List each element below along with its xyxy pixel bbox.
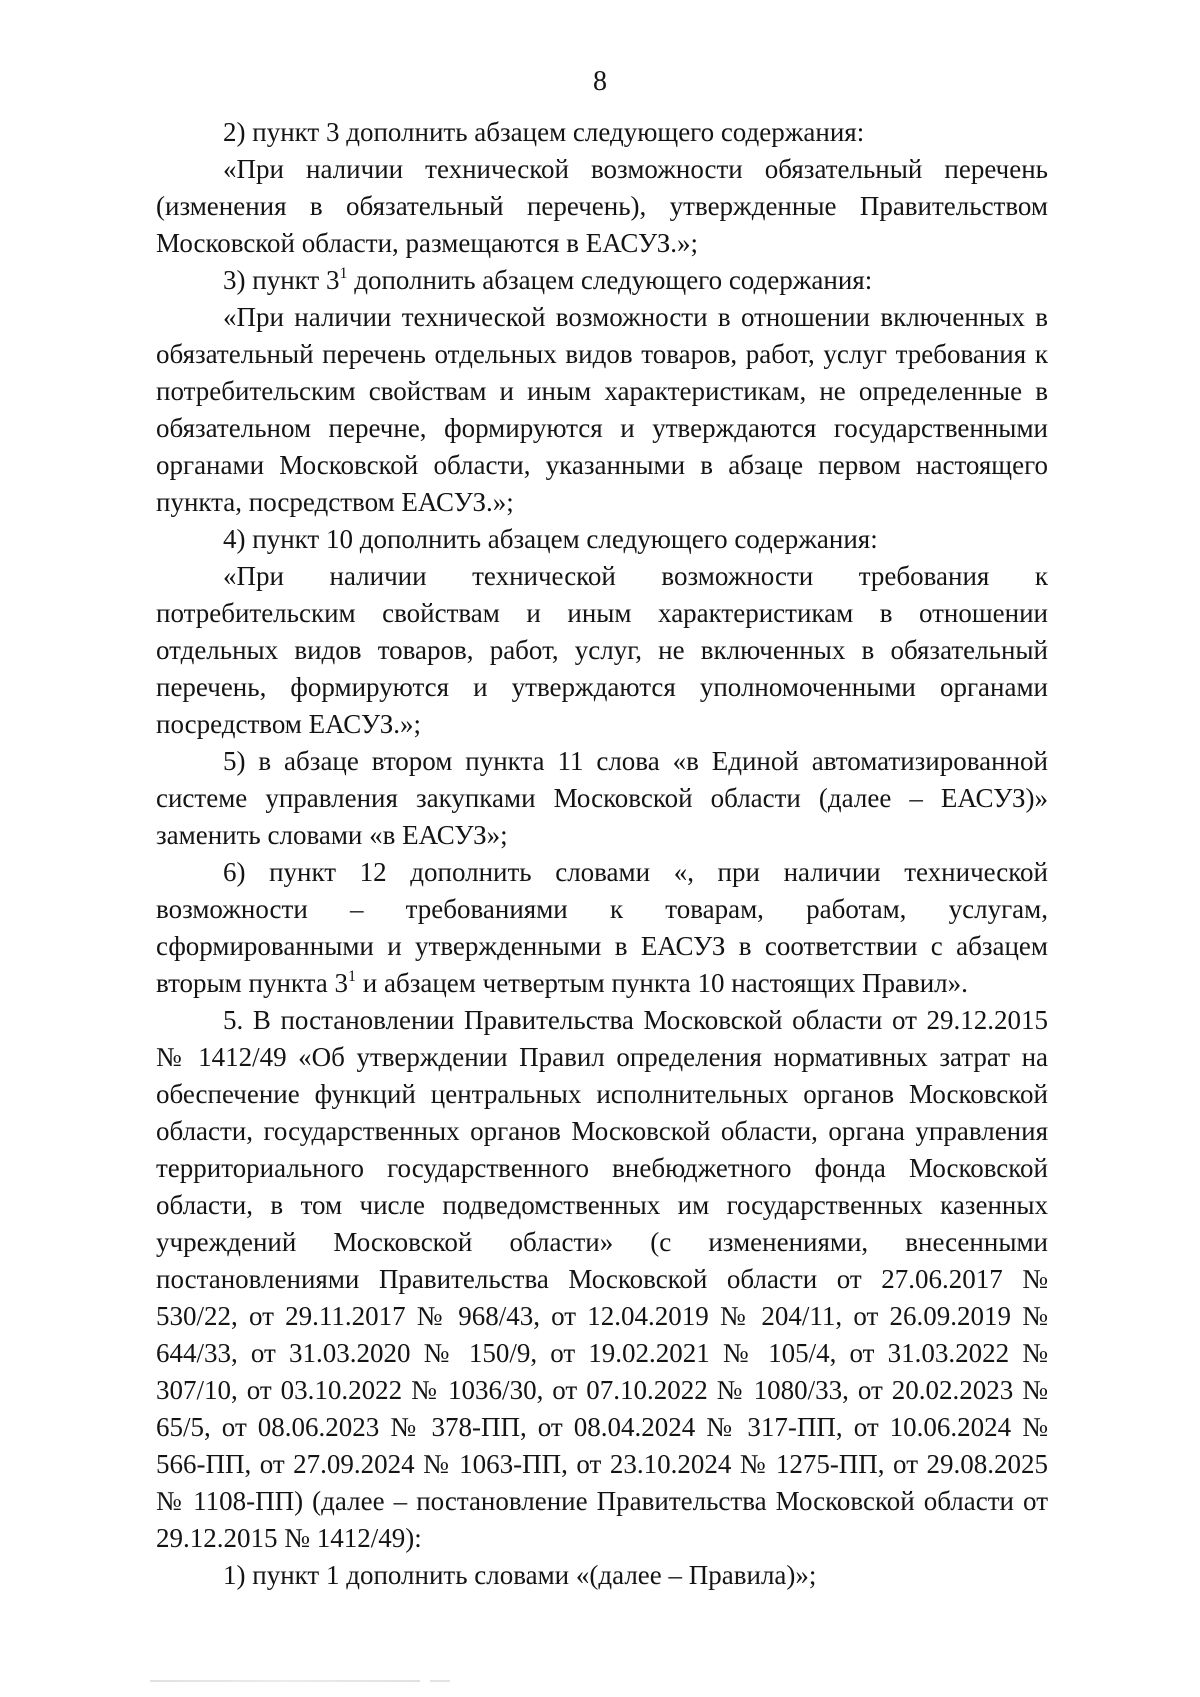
paragraph-quote-consumer-requirements: «При наличии технической возможности в отношении включенных в обязательный перечень отдельных видов товаров, работ, услуг требования к потребительским свойствам и иным характеристикам, не определенные в обязательном перечне, формируются и утверждаются государственными органами Московской области, указанными в абзаце первом настоящего пункта, посредством ЕАСУЗ.»; [156, 302, 1048, 517]
paragraph-quote-mandatory-list: «При наличии технической возможности обязательный перечень (изменения в обязательный перечень), утвержденные Правительством Московской области, размещаются в ЕАСУЗ.»; [156, 154, 1048, 258]
paragraph-quote-authorized-bodies: «При наличии технической возможности требования к потребительским свойствам и иным характеристикам в отношении отдельных видов товаров, работ, услуг, не включенных в обязательный перечень, формируются и утверждаются уполномоченными органами посредством ЕАСУЗ.»; [156, 561, 1048, 739]
paragraph-section-5-resolution: 5. В постановлении Правительства Московской области от 29.12.2015 № 1412/49 «Об утверждении Правил определения нормативных затрат на обеспечение функций центральных исполнительных органов Московской области, государственных органов Московской области, органа управления территориального государственного внебюджетного фонда Московской области, в том числе подведомственных им государственных казенных учреждений Московской области» (с изменениями, внесенными постановлениями Правительства Московской области от 27.06.2017 № 530/22, от 29.11.2017 № 968/43, от 12.04.2019 № 204/11, от 26.09.2019 № 644/33, от 31.03.2020 № 150/9, от 19.02.2021 № 105/4, от 31.03.2022 № 307/10, от 03.10.2022 № 1036/30, от 07.10.2022 № 1080/33, от 20.02.2023 № 65/5, от 08.06.2023 № 378-ПП, от 08.04.2024 № 317-ПП, от 10.06.2024 № 566-ПП, от 27.09.2024 № 1063-ПП, от 23.10.2024 № 1275-ПП, от 29.08.2025 № 1108-ПП) (далее – постановление Правительства Московской области от 29.12.2015 № 1412/49): [156, 1005, 1048, 1553]
superscript-index: 1 [339, 265, 348, 282]
paragraph-amend-point-10: 4) пункт 10 дополнить абзацем следующего содержания: [223, 524, 878, 554]
paragraph-amend-point-12: 6) пункт 12 дополнить словами «, при наличии технической возможности – требованиями к товарам, работам, услугам, сформированными и утвержденными в ЕАСУЗ в соответствии с абзацем вторым пункта $3^1$ и абзацем четвертым пункта 10 настоящих Правил». [156, 857, 1048, 998]
page-number: 8 [593, 66, 607, 97]
document-body [156, 114, 1048, 1594]
paragraph-amend-point-11: 5) в абзаце втором пункта 11 слова «в Единой автоматизированной системе управления закупками Московской области (далее – ЕАСУЗ)» заменить словами «в ЕАСУЗ»; [156, 746, 1048, 850]
scan-footer-mark [430, 1680, 450, 1682]
paragraph-amend-point-3: 2) пункт 3 дополнить абзацем следующего содержания: [223, 117, 865, 147]
paragraph-amend-point-1: 1) пункт 1 дополнить словами «(далее – Правила)»; [223, 1560, 817, 1590]
paragraph-amend-point-3-1: 3) пункт $3^1$ дополнить абзацем следующего содержания: [223, 265, 873, 295]
superscript-index: 1 [348, 968, 357, 985]
scan-footer-line [150, 1680, 420, 1682]
